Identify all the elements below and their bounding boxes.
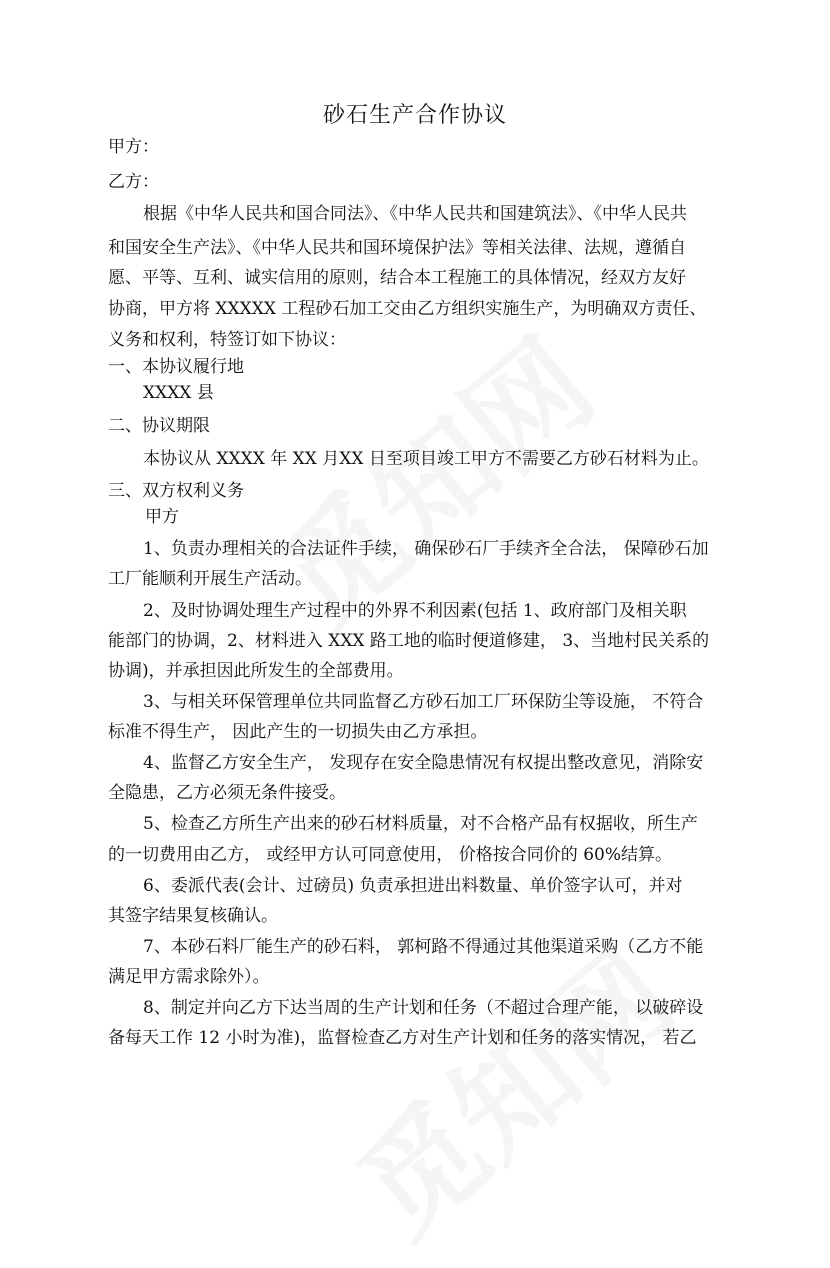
- item-4-line: 全隐患，乙方必须无条件接受。: [108, 783, 346, 803]
- section-3-subheading: 甲方: [145, 507, 179, 527]
- item-1-line: 1、负责办理相关的合法证件手续， 确保砂石厂手续齐全合法， 保障砂石加: [143, 539, 709, 559]
- intro-line: 和国安全生产法》、《中华人民共和国环境保护法》等相关法律、法规，遵循自: [108, 238, 686, 258]
- item-4-line: 4、监督乙方安全生产， 发现存在安全隐患情况有权提出整改意见，消除安: [143, 753, 704, 773]
- party-a-label: 甲方：: [108, 137, 159, 157]
- intro-line: 义务和权利，特签订如下协议：: [108, 330, 346, 350]
- item-6-line: 其签字结果复核确认。: [108, 906, 278, 926]
- item-2-line: 2、及时协调处理生产过程中的外界不利因素(包括 1、政府部门及相关职: [143, 601, 687, 621]
- intro-line: 根据《中华人民共和国合同法》、《中华人民共和国建筑法》、《中华人民共: [143, 204, 687, 224]
- item-7-line: 满足甲方需求除外）。: [108, 967, 270, 987]
- item-3-line: 3、与相关环保管理单位共同监督乙方砂石加工厂环保防尘等设施， 不符合: [143, 692, 704, 712]
- item-1-line: 工厂能顺利开展生产活动。: [108, 569, 312, 589]
- section-2-body: 本协议从 XXXX 年 XX 月XX 日至项目竣工甲方不需要乙方砂石材料为止。: [143, 449, 709, 469]
- item-5-line: 的一切费用由乙方， 或经甲方认可同意使用， 价格按合同价的 60%结算。: [108, 845, 672, 865]
- item-8-line: 8、制定并向乙方下达当周的生产计划和任务（不超过合理产能， 以破碎设: [143, 998, 704, 1018]
- item-6-line: 6、委派代表(会计、过磅员) 负责承担进出料数量、单价签字认可，并对: [143, 876, 683, 896]
- item-8-line: 备每天工作 12 小时为准)，监督检查乙方对生产计划和任务的落实情况， 若乙: [108, 1028, 697, 1048]
- item-7-line: 7、本砂石料厂能生产的砂石料， 郭柯路不得通过其他渠道采购（乙方不能: [143, 937, 704, 957]
- section-3-heading: 三、双方权利义务: [108, 481, 244, 501]
- document-title: 砂石生产合作协议: [322, 103, 507, 128]
- section-2-heading: 二、协议期限: [108, 416, 210, 436]
- party-b-label: 乙方：: [108, 172, 159, 192]
- intro-line: 愿、平等、互利、诚实信用的原则，结合本工程施工的具体情况，经双方友好: [108, 268, 686, 288]
- section-1-heading: 一、本协议履行地: [108, 357, 244, 377]
- item-2-line: 协调)，并承担因此所发生的全部费用。: [108, 661, 404, 681]
- intro-line: 协商，甲方将 XXXXX 工程砂石加工交由乙方组织实施生产，为明确双方责任、: [108, 299, 707, 319]
- item-5-line: 5、检查乙方所生产出来的砂石材料质量，对不合格产品有权据收，所生产: [143, 814, 698, 834]
- section-1-body: XXXX 县: [143, 383, 214, 403]
- item-3-line: 标准不得生产， 因此产生的一切损失由乙方承担。: [108, 722, 488, 742]
- item-2-line: 能部门的协调，2、材料进入 XXX 路工地的临时便道修建， 3、当地村民关系的: [108, 631, 710, 651]
